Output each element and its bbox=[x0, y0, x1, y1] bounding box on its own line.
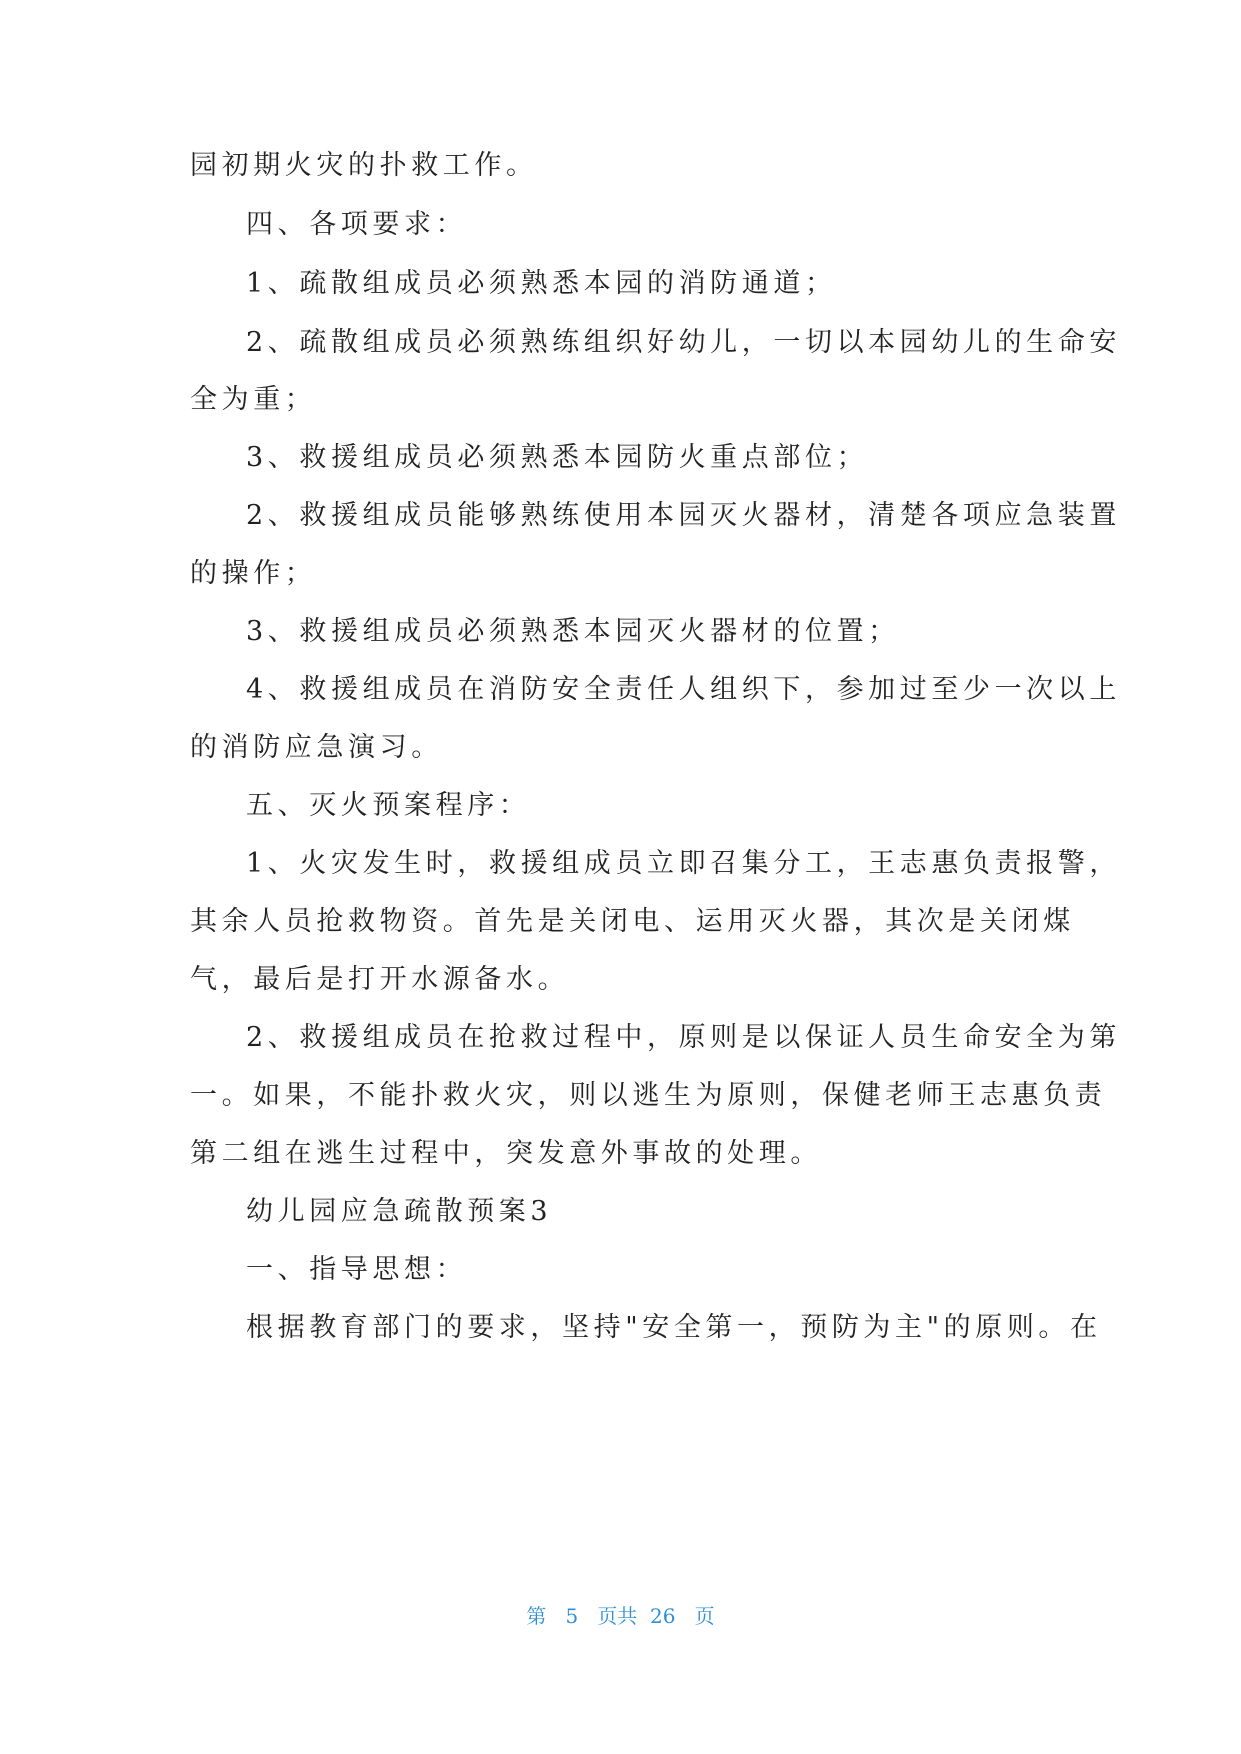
paragraph-line: 一。如果，不能扑救火灾，则以逃生为原则，保健老师王志惠负责 bbox=[190, 1080, 1107, 1111]
paragraph-line: 1、火灾发生时，救援组成员立即召集分工，王志惠负责报警， bbox=[246, 848, 1121, 879]
total-pages-number: 26 bbox=[650, 1604, 676, 1628]
paragraph-line: 2、救援组成员在抢救过程中，原则是以保证人员生命安全为第 bbox=[246, 1022, 1121, 1053]
page-number-footer bbox=[0, 1602, 1241, 1630]
paragraph-line: 其余人员抢救物资。首先是关闭电、运用灭火器，其次是关闭煤 bbox=[190, 906, 1075, 937]
paragraph-line: 3、救援组成员必须熟悉本园灭火器材的位置； bbox=[246, 616, 900, 647]
paragraph-line: 园初期火灾的扑救工作。 bbox=[190, 150, 538, 181]
footer-prefix: 第 bbox=[526, 1604, 547, 1628]
document-subtitle: 幼儿园应急疏散预案3 bbox=[246, 1196, 553, 1227]
section-heading: 四、各项要求： bbox=[246, 209, 468, 240]
section-heading: 一、指导思想： bbox=[246, 1254, 468, 1285]
paragraph-line: 3、救援组成员必须熟悉本园防火重点部位； bbox=[246, 442, 869, 473]
current-page-number: 5 bbox=[565, 1604, 579, 1628]
paragraph-line: 4、救援组成员在消防安全责任人组织下，参加过至少一次以上 bbox=[246, 674, 1121, 705]
paragraph-line: 的操作； bbox=[190, 558, 317, 589]
paragraph-line: 第二组在逃生过程中，突发意外事故的处理。 bbox=[190, 1138, 822, 1169]
paragraph-line: 根据教育部门的要求，坚持"安全第一，预防为主"的原则。在 bbox=[246, 1312, 1102, 1343]
paragraph-line: 1、疏散组成员必须熟悉本园的消防通道； bbox=[246, 268, 837, 299]
section-heading: 五、灭火预案程序： bbox=[246, 790, 531, 821]
paragraph-line: 2、救援组成员能够熟练使用本园灭火器材，清楚各项应急装置 bbox=[246, 500, 1121, 531]
paragraph-line: 全为重； bbox=[190, 384, 317, 415]
paragraph-line: 的消防应急演习。 bbox=[190, 732, 443, 763]
paragraph-line: 2、疏散组成员必须熟练组织好幼儿，一切以本园幼儿的生命安 bbox=[246, 327, 1121, 358]
paragraph-line: 气，最后是打开水源备水。 bbox=[190, 964, 570, 995]
footer-suffix: 页 bbox=[694, 1604, 715, 1628]
footer-middle: 页共 bbox=[597, 1604, 638, 1628]
